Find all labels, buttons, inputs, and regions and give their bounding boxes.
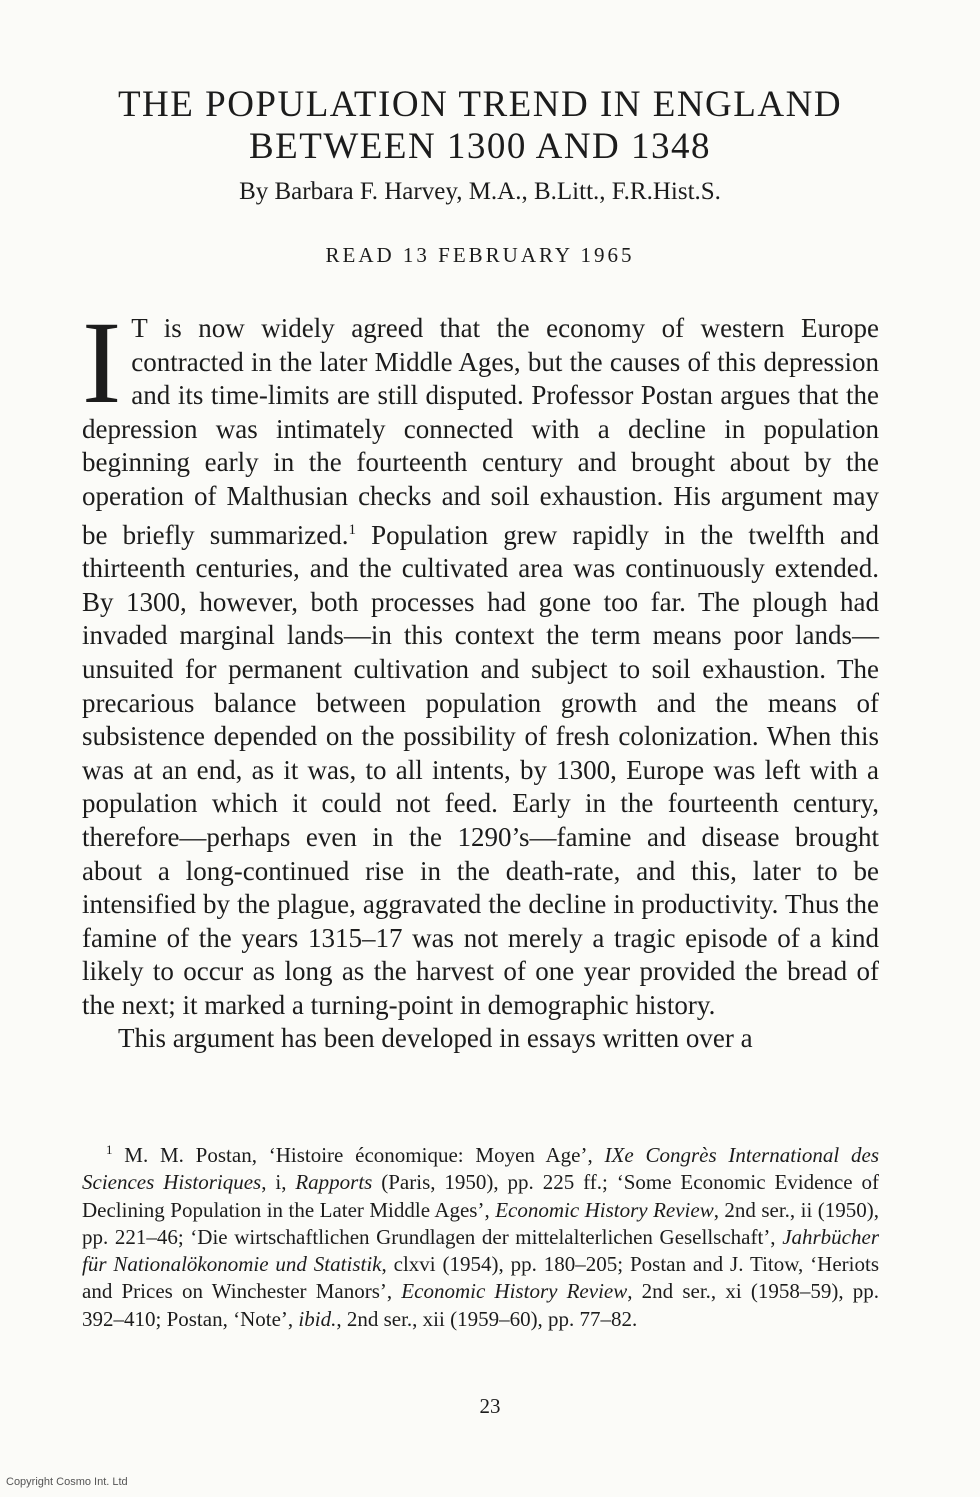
footnote-text: (Paris, 1950), pp. 225 ff.; ‘Some Economic Evidence of Declining Population in the Later Middle Ages’, (82, 1170, 879, 1222)
footnote-italic: Rapports (295, 1170, 373, 1195)
footnote-text: M. M. Postan, ‘Histoire économique: Moyen Age’, (112, 1143, 605, 1167)
footnote-text: , 2nd ser., ii (1950), pp. 221–46; ‘Die wirtschaftlichen Grundlagen der mittelalterlichen Gesellschaft’, (82, 1197, 879, 1249)
read-date: READ 13 FEBRUARY 1965 (325, 243, 635, 267)
page-number: 23 (479, 1394, 501, 1418)
footnote-italic: Economic History Review (401, 1279, 628, 1304)
article-body (82, 297, 879, 1056)
copyright-watermark: Copyright Cosmo Int. Ltd (6, 1476, 128, 1488)
footnote-reference[interactable]: 1 (348, 521, 356, 538)
author-byline: By Barbara F. Harvey, M.A., B.Litt., F.R.Hist.S. (239, 178, 721, 205)
footnote-text: , i, (261, 1170, 296, 1195)
title-line-1: THE POPULATION TREND IN ENGLAND (117, 84, 843, 125)
footnote-number: 1 (106, 1142, 113, 1157)
footnote-text: , 2nd ser., xi (1958–59), pp. 392–410; Postan, ‘Note’, (82, 1279, 879, 1331)
paragraph-1 (82, 297, 879, 1022)
footnote-italic: ibid. (298, 1306, 337, 1331)
paragraph-1-continued: Population grew rapidly in the twelfth and thirteenth centuries, and the cultivated area was continuously extended. By 1300, however, both processes had gone too far. The plough had invaded marginal lands—in this context the term means poor lands—unsuited for permanent cultivation and subject to soil exhaustion. The precarious balance between population growth and the means of subsistence depended on the possibility of fresh colonization. When this was at an end, as it was, to all intents, by 1300, Europe was left with a population which it could not feed. Early in the fourteenth century, therefore—perhaps even in the 1290’s—famine and disease brought about a long-continued rise in the death-rate, and this, later to be intensified by the plague, aggravated the decline in productivity. Thus the famine of the years 1315–17 was not merely a tragic episode of a kind likely to occur as long as the harvest of one year provided the bread of the next; it marked a turning-point in demographic history. (82, 519, 879, 1020)
footnote-text: , 2nd ser., xii (1959–60), pp. 77–82. (336, 1306, 638, 1331)
footnote-1 (82, 1136, 879, 1333)
article-title (40, 84, 920, 168)
footnote-italic: Economic History Review (495, 1197, 714, 1222)
footnote-text: , clxvi (1954), pp. 180–205; Postan and J. Titow, ‘Heriots and Prices on Winchester Manors’, (82, 1252, 879, 1304)
footnote-italic: IXe Congrès International des Sciences Historiques (82, 1143, 880, 1195)
drop-cap: I (82, 297, 122, 428)
paragraph-1-text: T is now widely agreed that the economy of western Europe contracted in the later Middle Ages, but the causes of this depression and its time-limits are still disputed. Professor Postan argues that the depression was intimately connected with a decline in population beginning early in the fourteenth century and brought about by the operation of Malthusian checks and soil exhaustion. His argument may be briefly summarized. (82, 313, 879, 550)
footnote-italic: Jahrbücher für Nationalökonomie und Statistik (82, 1224, 879, 1277)
title-line-2: BETWEEN 1300 AND 1348 (248, 126, 712, 167)
paragraph-2: This argument has been developed in essays written over a (118, 1023, 753, 1054)
